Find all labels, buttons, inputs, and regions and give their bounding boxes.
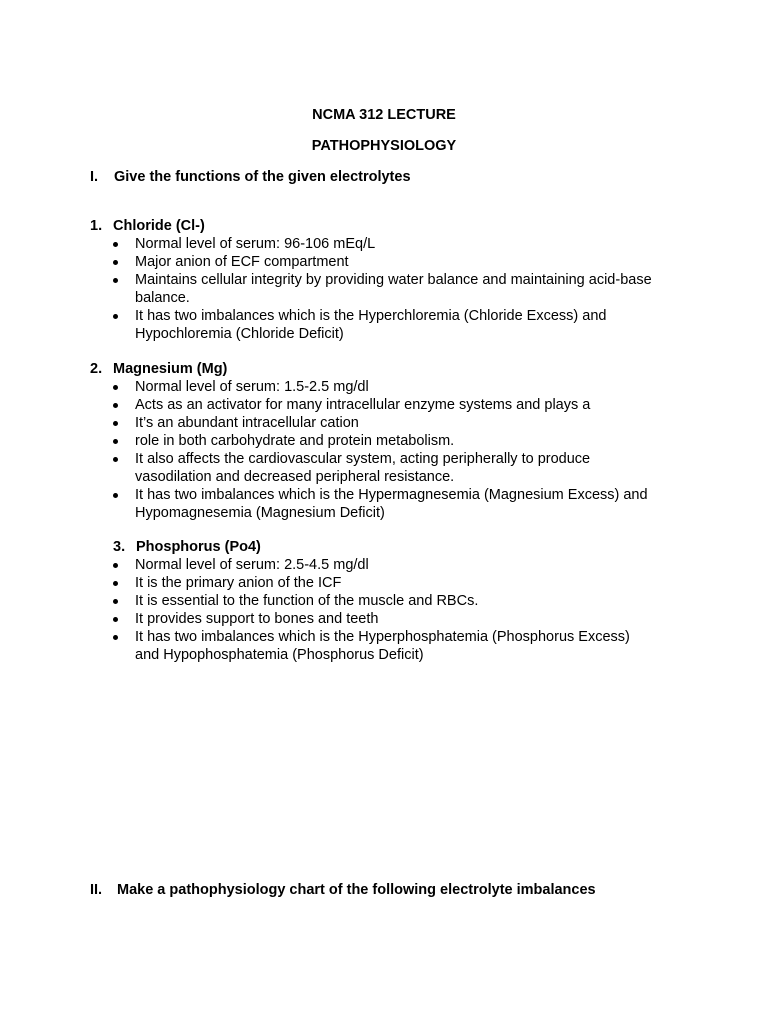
list-item bbox=[90, 432, 690, 450]
list-item bbox=[90, 253, 690, 271]
list-item-text: role in both carbohydrate and protein metabolism. bbox=[135, 433, 455, 449]
bullet-icon bbox=[113, 617, 118, 622]
section-title: Chloride (Cl-) bbox=[113, 218, 205, 234]
section-title: Phosphorus (Po4) bbox=[136, 539, 261, 555]
document-subtitle: PATHOPHYSIOLOGY bbox=[311, 138, 457, 154]
bullet-icon bbox=[113, 457, 118, 462]
bullet-list bbox=[90, 235, 690, 343]
list-item-text: Major anion of ECF compartment bbox=[135, 254, 349, 270]
list-item bbox=[90, 592, 713, 610]
list-item bbox=[90, 307, 690, 343]
list-item bbox=[90, 235, 690, 253]
part-one-heading bbox=[90, 168, 411, 186]
part-two-text: Make a pathophysiology chart of the following electrolyte imbalances bbox=[117, 882, 596, 898]
document-title: NCMA 312 LECTURE bbox=[312, 107, 456, 123]
list-item-text: It is essential to the function of the muscle and RBCs. bbox=[135, 593, 479, 609]
list-item bbox=[90, 271, 690, 307]
list-item bbox=[90, 610, 713, 628]
bullet-icon bbox=[113, 493, 118, 498]
section-number: 2. bbox=[90, 361, 103, 377]
list-item-text: It also affects the cardiovascular system, acting peripherally to produce vasodilation and decreased peripheral resistance. bbox=[135, 451, 591, 485]
section-number: 3. bbox=[113, 539, 126, 555]
list-item-text: It has two imbalances which is the Hyperchloremia (Chloride Excess) and Hypochloremia (Chloride Deficit) bbox=[135, 308, 607, 342]
list-item-text: It’s an abundant intracellular cation bbox=[135, 415, 359, 431]
list-item-text: Acts as an activator for many intracellular enzyme systems and plays a bbox=[135, 397, 591, 413]
list-item bbox=[90, 574, 713, 592]
list-item-text: Maintains cellular integrity by providing water balance and maintaining acid-base balance. bbox=[135, 272, 652, 306]
part-one-numeral: I. bbox=[90, 169, 99, 185]
part-two-heading bbox=[90, 881, 596, 899]
list-item bbox=[90, 556, 713, 574]
section-magnesium bbox=[90, 360, 690, 522]
bullet-list bbox=[90, 378, 690, 522]
section-heading bbox=[90, 360, 690, 378]
part-two-numeral: II. bbox=[90, 882, 103, 898]
section-title: Magnesium (Mg) bbox=[113, 361, 228, 377]
list-item-text: It has two imbalances which is the Hyperphosphatemia (Phosphorus Excess) and Hypophosphatemia (Phosphorus Deficit) bbox=[135, 629, 630, 663]
bullet-icon bbox=[113, 563, 118, 568]
section-number: 1. bbox=[90, 218, 103, 234]
list-item-text: It is the primary anion of the ICF bbox=[135, 575, 342, 591]
section-phosphorus bbox=[113, 538, 713, 664]
list-item-text: Normal level of serum: 2.5-4.5 mg/dl bbox=[135, 557, 369, 573]
list-item bbox=[90, 396, 690, 414]
list-item-text: It provides support to bones and teeth bbox=[135, 611, 379, 627]
bullet-icon bbox=[113, 599, 118, 604]
list-item-text: Normal level of serum: 1.5-2.5 mg/dl bbox=[135, 379, 369, 395]
list-item bbox=[90, 378, 690, 396]
list-item bbox=[90, 414, 690, 432]
bullet-list bbox=[90, 556, 713, 664]
bullet-icon bbox=[113, 635, 118, 640]
list-item bbox=[90, 450, 690, 486]
bullet-icon bbox=[113, 314, 118, 319]
part-one-text: Give the functions of the given electrolytes bbox=[114, 169, 411, 185]
section-heading bbox=[90, 217, 690, 235]
list-item bbox=[90, 628, 713, 664]
bullet-icon bbox=[113, 385, 118, 390]
list-item-text: It has two imbalances which is the Hypermagnesemia (Magnesium Excess) and Hypomagnesemia (Magnesium Deficit) bbox=[135, 487, 648, 521]
list-item-text: Normal level of serum: 96-106 mEq/L bbox=[135, 236, 376, 252]
bullet-icon bbox=[113, 242, 118, 247]
list-item bbox=[90, 486, 690, 522]
bullet-icon bbox=[113, 278, 118, 283]
bullet-icon bbox=[113, 421, 118, 426]
section-chloride bbox=[90, 217, 690, 343]
bullet-icon bbox=[113, 260, 118, 265]
bullet-icon bbox=[113, 403, 118, 408]
bullet-icon bbox=[113, 439, 118, 444]
section-heading bbox=[113, 538, 713, 556]
bullet-icon bbox=[113, 581, 118, 586]
